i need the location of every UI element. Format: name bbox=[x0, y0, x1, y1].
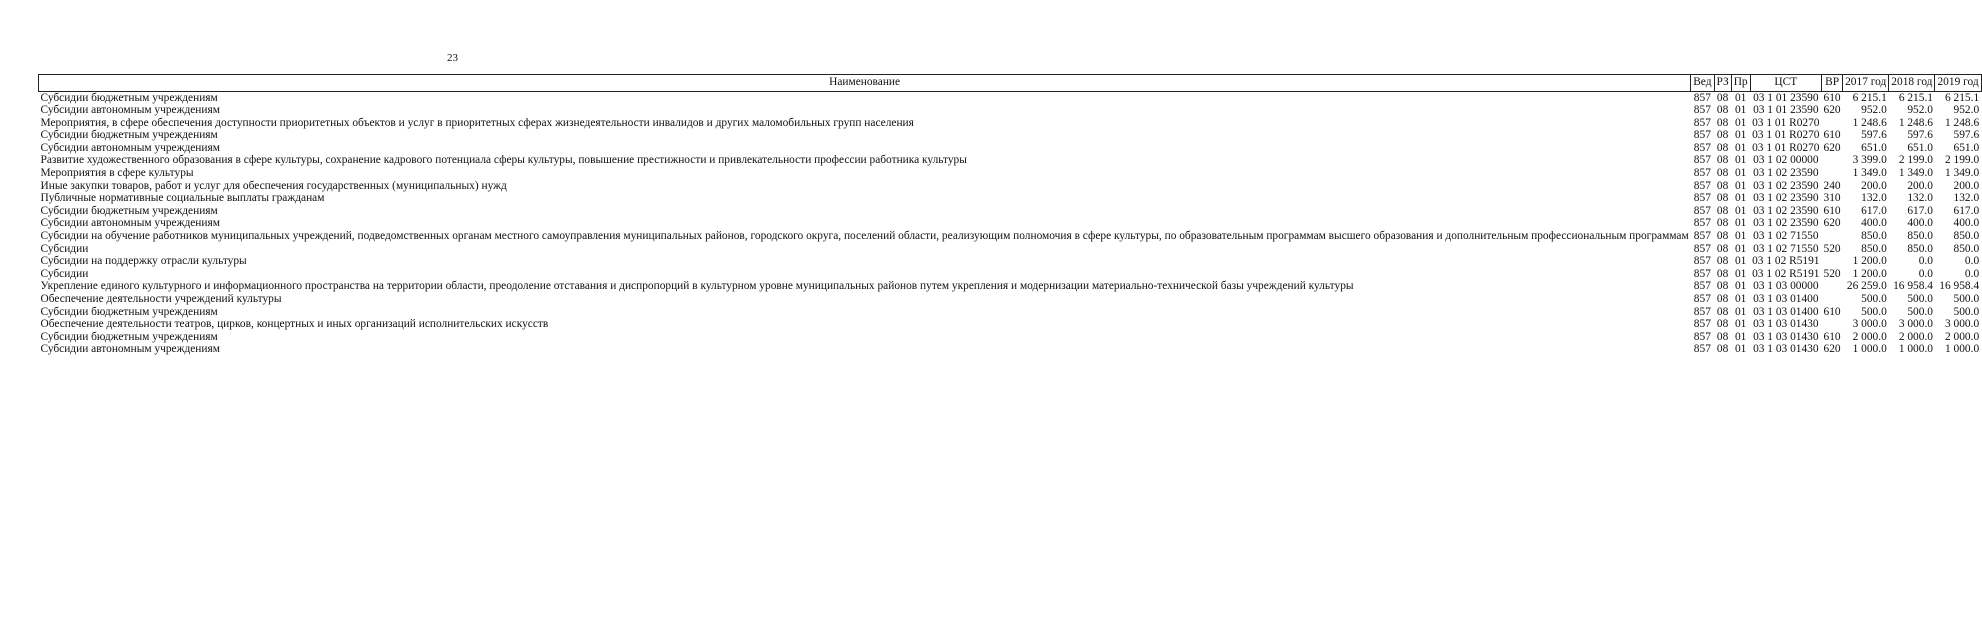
cell-rz: 08 bbox=[1716, 293, 1729, 305]
cell-vr bbox=[1822, 256, 1843, 269]
cell-name: Обеспечение деятельности учреждений культуры bbox=[40, 293, 282, 305]
cell-year-2017: 952.0 bbox=[1861, 104, 1887, 117]
cell-year-2018: 0.0 bbox=[1918, 267, 1933, 280]
table-row bbox=[39, 231, 1982, 244]
cell-rz: 08 bbox=[1716, 267, 1729, 280]
header-cst: ЦСТ bbox=[1750, 75, 1821, 92]
cell-vr: 620 bbox=[1823, 141, 1841, 154]
cell-rz: 08 bbox=[1716, 255, 1729, 268]
table-row bbox=[39, 205, 1982, 218]
cell-pr: 01 bbox=[1734, 104, 1747, 117]
cell-ved: 857 bbox=[1693, 217, 1711, 230]
cell-year-2018: 400.0 bbox=[1907, 217, 1933, 230]
cell-pr: 01 bbox=[1734, 192, 1747, 205]
cell-year-2018: 1 349.0 bbox=[1898, 167, 1933, 180]
cell-name: Публичные нормативные социальные выплаты гражданам bbox=[40, 192, 325, 205]
cell-year-2017: 500.0 bbox=[1861, 293, 1887, 305]
cell-ved: 857 bbox=[1693, 141, 1711, 154]
cell-name: Мероприятия, в сфере обеспечения доступности приоритетных объектов и услуг в приоритетных сферах жизнедеятельности инвалидов и других маломобильных групп населения bbox=[40, 116, 914, 129]
cell-year-2019: 0.0 bbox=[1964, 255, 1980, 268]
cell-cst: 03 1 03 01430 bbox=[1753, 330, 1819, 343]
cell-year-2017: 617.0 bbox=[1861, 204, 1887, 217]
cell-pr: 01 bbox=[1734, 204, 1747, 217]
cell-year-2018: 500.0 bbox=[1907, 293, 1933, 305]
cell-year-2019: 850.0 bbox=[1953, 242, 1980, 255]
cell-vr: 310 bbox=[1823, 192, 1841, 205]
header-vr: ВР bbox=[1822, 75, 1843, 92]
table-row bbox=[39, 92, 1982, 105]
table-row bbox=[39, 218, 1982, 231]
cell-year-2019: 1 349.0 bbox=[1945, 167, 1980, 180]
cell-vr: 620 bbox=[1823, 104, 1841, 117]
cell-year-2018: 850.0 bbox=[1907, 230, 1933, 243]
cell-year-2017: 3 000.0 bbox=[1852, 318, 1887, 331]
cell-pr: 01 bbox=[1734, 330, 1747, 343]
cell-ved: 857 bbox=[1693, 167, 1711, 180]
cell-vr bbox=[1822, 155, 1843, 168]
table-row bbox=[39, 105, 1982, 118]
cell-name: Развитие художественного образования в сфере культуры, сохранение кадрового потенциала сферы культуры, повышение престижности и привлекательности профессии работника культуры bbox=[40, 154, 967, 167]
cell-pr: 01 bbox=[1734, 267, 1747, 280]
cell-year-2017: 1 000.0 bbox=[1852, 343, 1887, 356]
cell-pr: 01 bbox=[1734, 230, 1747, 243]
cell-year-2017: 3 399.0 bbox=[1852, 154, 1887, 167]
cell-name: Субсидии на обучение работников муниципальных учреждений, подведомственных органам местного самоуправления муниципальных районов, городского округа, поселений области, реализующим полномочия в сфере культуры, по образовательным программам высшего образования и дополнительным профессиональным программам bbox=[40, 230, 1689, 243]
cell-rz: 08 bbox=[1716, 116, 1729, 129]
cell-year-2018: 651.0 bbox=[1907, 141, 1933, 154]
cell-name: Иные закупки товаров, работ и услуг для обеспечения государственных (муниципальных) нужд bbox=[40, 179, 507, 192]
cell-ved: 857 bbox=[1693, 330, 1711, 343]
cell-rz: 08 bbox=[1716, 141, 1729, 154]
cell-ved: 857 bbox=[1693, 280, 1711, 293]
cell-cst: 03 1 02 00000 bbox=[1753, 154, 1819, 167]
cell-pr: 01 bbox=[1734, 154, 1747, 167]
cell-cst: 03 1 01 R0270 bbox=[1752, 129, 1820, 142]
cell-ved: 857 bbox=[1693, 179, 1711, 192]
cell-year-2019: 3 000.0 bbox=[1945, 318, 1980, 331]
cell-year-2019: 400.0 bbox=[1953, 217, 1980, 230]
cell-ved: 857 bbox=[1693, 192, 1711, 205]
cell-rz: 08 bbox=[1716, 91, 1729, 104]
cell-name: Субсидии на поддержку отрасли культуры bbox=[40, 255, 247, 268]
cell-cst: 03 1 01 R0270 bbox=[1752, 141, 1820, 154]
table-row bbox=[39, 319, 1982, 332]
cell-year-2019: 0.0 bbox=[1964, 267, 1980, 280]
cell-year-2018: 200.0 bbox=[1907, 179, 1933, 192]
cell-year-2019: 952.0 bbox=[1953, 104, 1980, 117]
cell-year-2017: 400.0 bbox=[1861, 217, 1887, 230]
cell-year-2017: 26 259.0 bbox=[1846, 280, 1887, 293]
cell-cst: 03 1 03 01400 bbox=[1753, 305, 1819, 318]
cell-year-2019: 200.0 bbox=[1953, 179, 1980, 192]
table-row bbox=[39, 155, 1982, 168]
cell-vr: 610 bbox=[1823, 330, 1841, 343]
cell-year-2017: 1 200.0 bbox=[1852, 255, 1887, 268]
cell-vr: 610 bbox=[1823, 129, 1841, 142]
cell-rz: 08 bbox=[1716, 167, 1729, 180]
cell-vr: 520 bbox=[1823, 267, 1841, 280]
budget-table bbox=[38, 74, 1982, 356]
cell-year-2019: 500.0 bbox=[1953, 305, 1980, 318]
cell-year-2018: 850.0 bbox=[1907, 242, 1933, 255]
cell-cst: 03 1 01 23590 bbox=[1753, 104, 1819, 117]
cell-name: Субсидии бюджетным учреждениям bbox=[40, 129, 218, 142]
header-year-2018: 2018 год bbox=[1889, 75, 1935, 92]
cell-ved: 857 bbox=[1693, 116, 1711, 129]
table-body bbox=[39, 92, 1982, 357]
cell-vr: 610 bbox=[1823, 204, 1841, 217]
table-header-row bbox=[39, 75, 1982, 92]
table-row bbox=[39, 243, 1982, 256]
cell-pr: 01 bbox=[1734, 343, 1747, 356]
cell-vr bbox=[1822, 117, 1843, 130]
cell-vr bbox=[1822, 168, 1843, 181]
cell-year-2017: 651.0 bbox=[1861, 141, 1887, 154]
cell-rz: 08 bbox=[1716, 104, 1729, 117]
cell-cst: 03 1 03 01430 bbox=[1753, 343, 1819, 356]
cell-rz: 08 bbox=[1716, 330, 1729, 343]
cell-cst: 03 1 02 23590 bbox=[1753, 192, 1819, 205]
header-name: Наименование bbox=[39, 75, 1691, 92]
cell-ved: 857 bbox=[1693, 129, 1711, 142]
cell-ved: 857 bbox=[1693, 318, 1711, 331]
cell-rz: 08 bbox=[1716, 217, 1729, 230]
cell-vr: 240 bbox=[1823, 179, 1841, 192]
table-row bbox=[39, 294, 1982, 307]
header-ved: Вед bbox=[1691, 75, 1714, 92]
cell-rz: 08 bbox=[1716, 318, 1729, 331]
cell-name: Обеспечение деятельности театров, цирков, концертных и иных организаций исполнительских искусств bbox=[40, 318, 549, 331]
cell-pr: 01 bbox=[1734, 179, 1747, 192]
cell-rz: 08 bbox=[1716, 242, 1729, 255]
cell-ved: 857 bbox=[1693, 204, 1711, 217]
cell-pr: 01 bbox=[1734, 217, 1747, 230]
cell-name: Укрепление единого культурного и информационного пространства на территории области, преодоление отставания и диспропорций в культурном уровне муниципальных районов путем укрепления и модернизации материально-технической базы учреждений культуры bbox=[40, 280, 1354, 293]
cell-year-2017: 2 000.0 bbox=[1852, 330, 1887, 343]
cell-ved: 857 bbox=[1693, 242, 1711, 255]
cell-year-2018: 132.0 bbox=[1907, 192, 1933, 205]
cell-name: Субсидии автономным учреждениям bbox=[40, 141, 220, 154]
table-row bbox=[39, 130, 1982, 143]
cell-rz: 08 bbox=[1716, 343, 1729, 356]
cell-rz: 08 bbox=[1716, 129, 1729, 142]
cell-ved: 857 bbox=[1693, 230, 1711, 243]
cell-year-2019: 651.0 bbox=[1953, 141, 1980, 154]
cell-vr: 620 bbox=[1823, 217, 1841, 230]
cell-year-2019: 16 958.4 bbox=[1939, 280, 1980, 293]
cell-year-2019: 132.0 bbox=[1953, 192, 1980, 205]
table-row bbox=[39, 268, 1982, 281]
cell-year-2017: 850.0 bbox=[1861, 230, 1887, 243]
cell-year-2017: 6 215.1 bbox=[1852, 91, 1887, 104]
cell-year-2018: 1 000.0 bbox=[1898, 343, 1933, 356]
table-row bbox=[39, 193, 1982, 206]
cell-name: Мероприятия в сфере культуры bbox=[40, 167, 194, 180]
cell-rz: 08 bbox=[1716, 154, 1729, 167]
cell-cst: 03 1 03 01430 bbox=[1753, 318, 1819, 331]
cell-cst: 03 1 02 71550 bbox=[1753, 242, 1819, 255]
cell-cst: 03 1 02 23590 bbox=[1753, 179, 1819, 192]
cell-year-2018: 500.0 bbox=[1907, 305, 1933, 318]
cell-year-2017: 500.0 bbox=[1861, 305, 1887, 318]
cell-name: Субсидии бюджетным учреждениям bbox=[40, 305, 218, 318]
cell-cst: 03 1 02 23590 bbox=[1753, 217, 1819, 230]
cell-vr: 620 bbox=[1823, 343, 1841, 356]
cell-year-2019: 617.0 bbox=[1953, 204, 1980, 217]
cell-pr: 01 bbox=[1734, 255, 1747, 268]
cell-year-2018: 2 199.0 bbox=[1898, 154, 1933, 167]
cell-year-2017: 1 248.6 bbox=[1852, 116, 1887, 129]
cell-cst: 03 1 01 R0270 bbox=[1752, 116, 1820, 129]
cell-ved: 857 bbox=[1693, 343, 1711, 356]
cell-pr: 01 bbox=[1734, 305, 1747, 318]
cell-year-2017: 597.6 bbox=[1861, 129, 1887, 142]
cell-name: Субсидии бюджетным учреждениям bbox=[40, 204, 218, 217]
table-row bbox=[39, 168, 1982, 181]
cell-name: Субсидии бюджетным учреждениям bbox=[40, 330, 218, 343]
cell-pr: 01 bbox=[1734, 91, 1747, 104]
cell-year-2017: 1 349.0 bbox=[1852, 167, 1887, 180]
cell-rz: 08 bbox=[1716, 280, 1729, 293]
cell-ved: 857 bbox=[1693, 104, 1711, 117]
cell-cst: 03 1 03 00000 bbox=[1753, 280, 1819, 293]
cell-year-2017: 1 200.0 bbox=[1852, 267, 1887, 280]
cell-cst: 03 1 02 R5191 bbox=[1752, 255, 1820, 268]
page-number: 23 bbox=[447, 52, 458, 64]
cell-cst: 03 1 02 23590 bbox=[1753, 167, 1819, 180]
cell-year-2019: 2 000.0 bbox=[1945, 330, 1980, 343]
cell-vr bbox=[1822, 281, 1843, 294]
cell-cst: 03 1 02 R5191 bbox=[1752, 267, 1820, 280]
cell-year-2018: 952.0 bbox=[1907, 104, 1933, 117]
cell-year-2018: 0.0 bbox=[1918, 255, 1933, 268]
cell-vr bbox=[1822, 294, 1843, 307]
cell-vr bbox=[1822, 319, 1843, 332]
cell-pr: 01 bbox=[1734, 280, 1747, 293]
table-row bbox=[39, 117, 1982, 130]
cell-ved: 857 bbox=[1693, 305, 1711, 318]
cell-cst: 03 1 02 23590 bbox=[1753, 204, 1819, 217]
cell-year-2019: 850.0 bbox=[1953, 230, 1980, 243]
cell-ved: 857 bbox=[1693, 91, 1711, 104]
cell-year-2018: 3 000.0 bbox=[1898, 318, 1933, 331]
cell-year-2018: 617.0 bbox=[1907, 204, 1933, 217]
header-year-2019: 2019 год bbox=[1935, 75, 1981, 92]
cell-rz: 08 bbox=[1716, 204, 1729, 217]
cell-year-2019: 6 215.1 bbox=[1945, 91, 1980, 104]
cell-ved: 857 bbox=[1693, 267, 1711, 280]
cell-name: Субсидии автономным учреждениям bbox=[40, 104, 220, 117]
cell-rz: 08 bbox=[1716, 179, 1729, 192]
cell-name: Субсидии bbox=[40, 242, 89, 255]
cell-year-2019: 597.6 bbox=[1953, 129, 1980, 142]
cell-name: Субсидии bbox=[40, 267, 89, 280]
cell-pr: 01 bbox=[1734, 293, 1747, 305]
cell-pr: 01 bbox=[1734, 318, 1747, 331]
cell-cst: 03 1 01 23590 bbox=[1753, 91, 1819, 104]
cell-name: Субсидии автономным учреждениям bbox=[40, 217, 220, 230]
cell-pr: 01 bbox=[1734, 141, 1747, 154]
cell-ved: 857 bbox=[1693, 255, 1711, 268]
cell-year-2018: 597.6 bbox=[1907, 129, 1933, 142]
cell-year-2018: 2 000.0 bbox=[1898, 330, 1933, 343]
table-row bbox=[39, 180, 1982, 193]
cell-ved: 857 bbox=[1693, 293, 1711, 305]
table-row bbox=[39, 142, 1982, 155]
cell-year-2017: 200.0 bbox=[1861, 179, 1887, 192]
cell-vr: 610 bbox=[1823, 305, 1841, 318]
cell-year-2018: 1 248.6 bbox=[1898, 116, 1933, 129]
header-pr: Пр bbox=[1731, 75, 1750, 92]
header-year-2017: 2017 год bbox=[1843, 75, 1889, 92]
cell-year-2019: 500.0 bbox=[1953, 293, 1980, 305]
cell-name: Субсидии бюджетным учреждениям bbox=[40, 91, 218, 104]
cell-pr: 01 bbox=[1734, 116, 1747, 129]
table-row bbox=[39, 256, 1982, 269]
cell-year-2018: 6 215.1 bbox=[1898, 91, 1933, 104]
cell-pr: 01 bbox=[1734, 242, 1747, 255]
table-row bbox=[39, 306, 1982, 319]
cell-year-2019: 1 000.0 bbox=[1945, 343, 1980, 356]
cell-pr: 01 bbox=[1734, 167, 1747, 180]
cell-vr: 610 bbox=[1823, 91, 1841, 104]
cell-year-2017: 850.0 bbox=[1861, 242, 1887, 255]
cell-year-2018: 16 958.4 bbox=[1893, 280, 1933, 293]
cell-cst: 03 1 03 01400 bbox=[1753, 293, 1819, 305]
cell-rz: 08 bbox=[1716, 305, 1729, 318]
cell-year-2019: 1 248.6 bbox=[1945, 116, 1980, 129]
header-rz: РЗ bbox=[1714, 75, 1731, 92]
cell-ved: 857 bbox=[1693, 154, 1711, 167]
cell-rz: 08 bbox=[1716, 230, 1729, 243]
cell-rz: 08 bbox=[1716, 192, 1729, 205]
table-row bbox=[39, 331, 1982, 344]
cell-vr bbox=[1822, 231, 1843, 244]
cell-pr: 01 bbox=[1734, 129, 1747, 142]
cell-year-2019: 2 199.0 bbox=[1945, 154, 1980, 167]
cell-vr: 520 bbox=[1823, 242, 1841, 255]
cell-year-2017: 132.0 bbox=[1861, 192, 1887, 205]
table-row bbox=[39, 344, 1982, 357]
cell-name: Субсидии автономным учреждениям bbox=[40, 343, 220, 356]
cell-cst: 03 1 02 71550 bbox=[1753, 230, 1819, 243]
table-row bbox=[39, 281, 1982, 294]
